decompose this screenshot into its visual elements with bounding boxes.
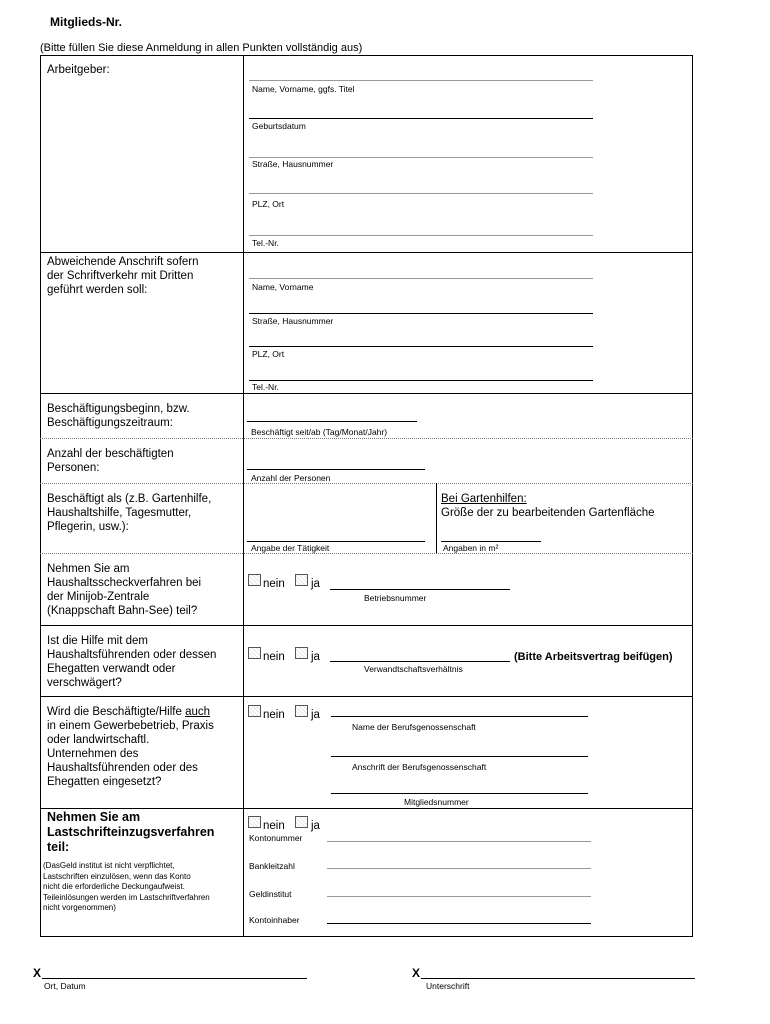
bank-name-line[interactable] — [327, 896, 591, 897]
account-holder-line[interactable] — [327, 923, 591, 924]
place-date-line[interactable] — [42, 978, 307, 979]
household-check-nein-checkbox[interactable] — [248, 574, 261, 586]
direct-debit-nein-label: nein — [263, 820, 285, 832]
alt-street-line[interactable] — [249, 313, 593, 314]
relationship-caption: Verwandtschaftsverhältnis — [364, 664, 463, 674]
bg-address-caption: Anschrift der Berufsgenossenschaft — [352, 762, 487, 772]
employment-start-caption: Beschäftigt seit/ab (Tag/Monat/Jahr) — [251, 427, 388, 437]
direct-debit-ja-label: ja — [311, 820, 320, 832]
relationship-label: Ist die Hilfe mit dem Haushaltsführenden oder dessen Ehegatten verwandt oder verschwägert? — [47, 635, 217, 689]
job-type-label: Beschäftigt als (z.B. Gartenhilfe, Haushaltshilfe, Tagesmutter, Pflegerin, usw.): — [47, 493, 212, 533]
relationship-ja-label: ja — [311, 651, 320, 663]
bg-name-line[interactable] — [331, 716, 588, 717]
employee-count-label: Anzahl der beschäftigten Personen: — [47, 448, 174, 474]
street-caption: Straße, Hausnummer — [252, 159, 334, 169]
employee-count-caption: Anzahl der Personen — [251, 473, 331, 483]
alt-zip-city-caption: PLZ, Ort — [252, 349, 285, 359]
signature-mark: X — [412, 966, 421, 980]
business-use-nein-label: nein — [263, 709, 285, 721]
alt-name-caption: Name, Vorname — [252, 282, 314, 292]
household-check-ja-checkbox[interactable] — [295, 574, 308, 586]
birthdate-line[interactable] — [249, 118, 593, 119]
bg-member-number-caption: Mitgliedsnummer — [404, 797, 469, 807]
company-number-line[interactable] — [330, 589, 510, 590]
phone-line[interactable] — [249, 235, 593, 236]
instruction-text: (Bitte füllen Sie diese Anmeldung in allen Punkten vollständig aus) — [40, 42, 363, 54]
household-check-ja-label: ja — [311, 578, 320, 590]
direct-debit-ja-checkbox[interactable] — [295, 816, 308, 828]
job-type-caption: Angabe der Tätigkeit — [251, 543, 330, 553]
place-date-mark: X — [33, 966, 42, 980]
direct-debit-note: (DasGeld institut ist nicht verpflichtet, Lastschriften einzulösen, wenn das Konto nicht die erforderliche Deckungaufweist. Teileinlösungen werden im Lastschriftverfahren nicht vorgenommen) — [43, 861, 210, 912]
alt-address-label: Abweichende Anschrift sofern der Schriftverkehr mit Dritten geführt werden soll: — [47, 256, 199, 296]
direct-debit-title: Nehmen Sie am Lastschrifteinzugsverfahren teil: — [47, 810, 215, 854]
alt-phone-line[interactable] — [249, 380, 593, 381]
bank-code-caption: Bankleitzahl — [249, 861, 295, 871]
employer-name-caption: Name, Vorname, ggfs. Titel — [252, 84, 355, 94]
bank-name-caption: Geldinstitut — [249, 889, 292, 899]
business-use-ja-label: ja — [311, 709, 320, 721]
employee-count-line[interactable] — [247, 469, 425, 470]
business-use-ja-checkbox[interactable] — [295, 705, 308, 717]
account-number-caption: Kontonummer — [249, 833, 303, 843]
account-holder-caption: Kontoinhaber — [249, 915, 300, 925]
bg-address-line[interactable] — [331, 756, 588, 757]
household-check-nein-label: nein — [263, 578, 285, 590]
phone-caption: Tel.-Nr. — [252, 238, 279, 248]
job-type-line[interactable] — [247, 541, 425, 542]
member-number-label: Mitglieds-Nr. — [50, 15, 123, 29]
contract-note: (Bitte Arbeitsvertrag beifügen) — [514, 651, 673, 663]
alt-phone-caption: Tel.-Nr. — [252, 382, 279, 392]
garden-area-line[interactable] — [441, 541, 541, 542]
bg-name-caption: Name der Berufsgenossenschaft — [352, 722, 476, 732]
garden-text: Größe der zu bearbeitenden Gartenfläche — [441, 507, 655, 519]
direct-debit-nein-checkbox[interactable] — [248, 816, 261, 828]
alt-street-caption: Straße, Hausnummer — [252, 316, 334, 326]
signature-caption: Unterschrift — [426, 981, 470, 991]
alt-zip-city-line[interactable] — [249, 346, 593, 347]
employment-start-line[interactable] — [247, 421, 417, 422]
relationship-line[interactable] — [330, 661, 510, 662]
zip-city-line[interactable] — [249, 193, 593, 194]
birthdate-caption: Geburtsdatum — [252, 121, 306, 131]
garden-area-caption: Angaben in m² — [443, 543, 499, 553]
garden-title: Bei Gartenhilfen: — [441, 493, 527, 505]
signature-line[interactable] — [421, 978, 695, 979]
street-line[interactable] — [249, 157, 593, 158]
account-number-line[interactable] — [327, 841, 591, 842]
household-check-label: Nehmen Sie am Haushaltsscheckverfahren bei der Minijob-Zentrale (Knappschaft Bahn-See) teil? — [47, 563, 202, 617]
place-date-caption: Ort, Datum — [44, 981, 86, 991]
zip-city-caption: PLZ, Ort — [252, 199, 285, 209]
relationship-nein-label: nein — [263, 651, 285, 663]
business-use-nein-checkbox[interactable] — [248, 705, 261, 717]
employment-start-label: Beschäftigungsbeginn, bzw. Beschäftigungszeitraum: — [47, 403, 190, 429]
employer-name-line[interactable] — [249, 80, 593, 81]
relationship-nein-checkbox[interactable] — [248, 647, 261, 659]
business-use-label: Wird die Beschäftigte/Hilfe auch in einem Gewerbebetrieb, Praxis oder landwirtschaftl. Unternehmen des Haushaltsführenden oder des Ehegatten eingesetzt? — [47, 706, 214, 788]
alt-name-line[interactable] — [249, 278, 593, 279]
relationship-ja-checkbox[interactable] — [295, 647, 308, 659]
company-number-caption: Betriebsnummer — [364, 593, 427, 603]
bg-member-number-line[interactable] — [331, 793, 588, 794]
bank-code-line[interactable] — [327, 868, 591, 869]
employer-label: Arbeitgeber: — [47, 64, 110, 76]
